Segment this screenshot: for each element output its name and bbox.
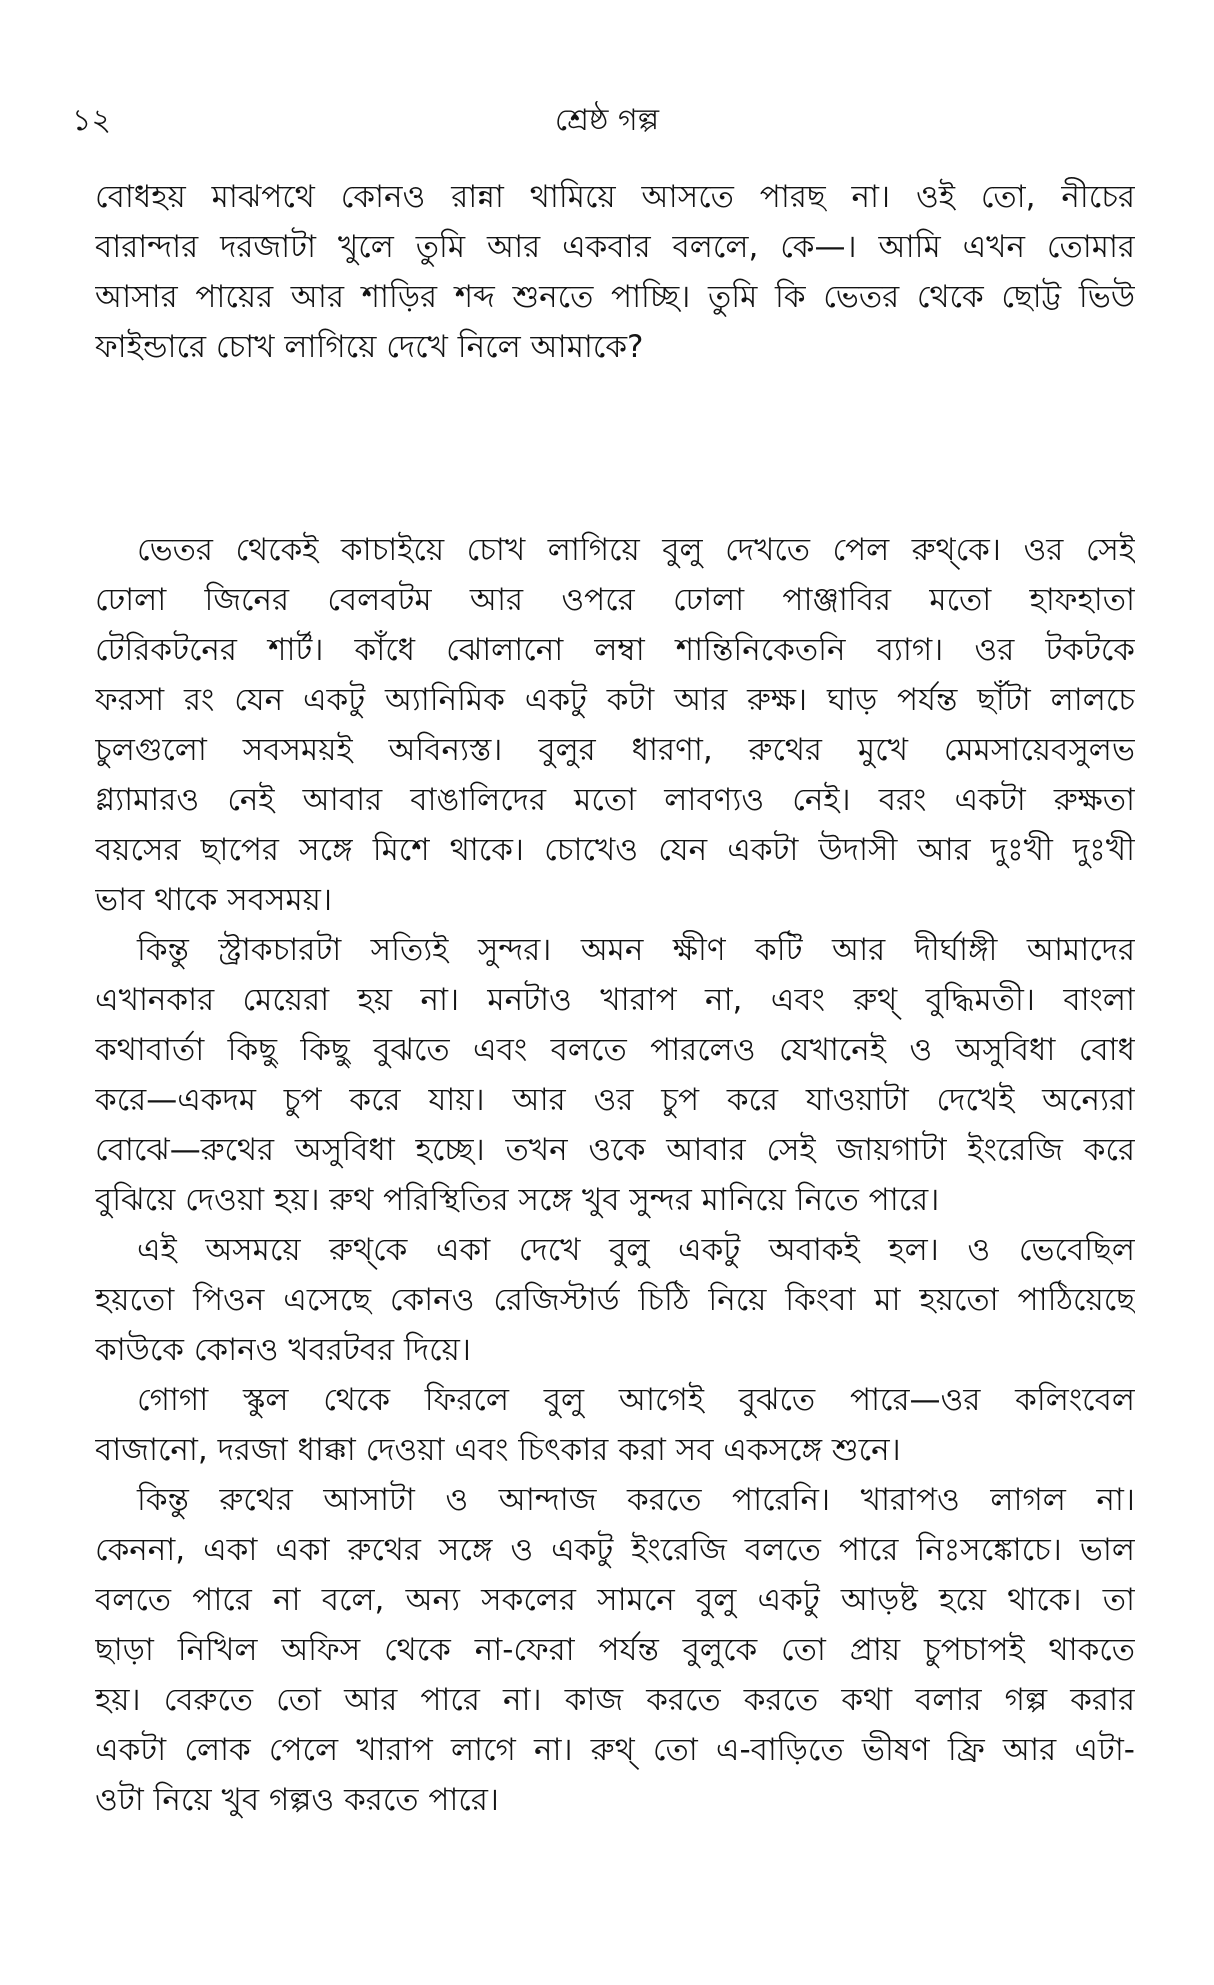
text-line: বারান্দার দরজাটা খুলে তুমি আর একবার বললে, কে—। আমি এখন তোমার (95, 229, 1135, 265)
text-line: কিন্তু স্ট্রাকচারটা সত্যিই সুন্দর। অমন ক্ষীণ কটি আর দীর্ঘাঙ্গী আমাদের (137, 932, 1135, 968)
paragraph (95, 525, 1135, 925)
text-line: ভাব থাকে সবসময়। (95, 882, 333, 918)
text-line: টেরিকটনের শার্ট। কাঁধে ঝোলানো লম্বা শান্তিনিকেতনি ব্যাগ। ওর টকটকে (95, 632, 1135, 668)
text-line: এই অসময়ে রুথ্‌কে একা দেখে বুলু একটু অবাকই হল। ও ভেবেছিল (137, 1232, 1135, 1268)
paragraph (95, 1375, 1135, 1475)
text-line: ভেতর থেকেই কাচাইয়ে চোখ লাগিয়ে বুলু দেখতে পেল রুথ্‌কে। ওর সেই (137, 532, 1135, 568)
text-line: কাউকে কোনও খবরটবর দিয়ে। (95, 1332, 471, 1368)
text-line: গ্ল্যামারও নেই আবার বাঙালিদের মতো লাবণ্যও নেই। বরং একটা রুক্ষতা (95, 782, 1135, 818)
text-line: ফাইন্ডারে চোখ লাগিয়ে দেখে নিলে আমাকে? (95, 329, 644, 365)
running-title: শ্রেষ্ঠ গল্প (554, 103, 660, 138)
paragraph (95, 1475, 1135, 1825)
text-line: ওটা নিয়ে খুব গল্পও করতে পারে। (95, 1782, 500, 1818)
text-line: এখানকার মেয়েরা হয় না। মনটাও খারাপ না, এবং রুথ্‌ বুদ্ধিমতী। বাংলা (95, 982, 1135, 1018)
text-line: করে—একদম চুপ করে যায়। আর ওর চুপ করে যাওয়াটা দেখেই অন্যেরা (95, 1082, 1135, 1118)
text-line: ফরসা রং যেন একটু অ্যানিমিক একটু কটা আর রুক্ষ। ঘাড় পর্যন্ত ছাঁটা লালচে (95, 682, 1135, 718)
text-line: চুলগুলো সবসময়ই অবিন্যস্ত। বুলুর ধারণা, রুথের মুখে মেমসায়েবসুলভ (95, 732, 1135, 768)
text-line: বয়সের ছাপের সঙ্গে মিশে থাকে। চোখেও যেন একটা উদাসী আর দুঃখী দুঃখী (95, 832, 1135, 868)
text-line: বলতে পারে না বলে, অন্য সকলের সামনে বুলু একটু আড়ষ্ট হয়ে থাকে। তা (95, 1582, 1135, 1618)
text-line: বোঝে—রুথের অসুবিধা হচ্ছে। তখন ওকে আবার সেই জায়গাটা ইংরেজি করে (95, 1132, 1135, 1168)
section-main (95, 525, 1135, 1825)
text-line: বাজানো, দরজা ধাক্কা দেওয়া এবং চিৎকার করা সব একসঙ্গে শুনে। (95, 1432, 901, 1468)
text-line: কিন্তু রুথের আসাটা ও আন্দাজ করতে পারেনি। খারাপও লাগল না। (137, 1482, 1135, 1518)
text-line: ঢোলা জিনের বেলবটম আর ওপরে ঢোলা পাঞ্জাবির মতো হাফহাতা (95, 582, 1135, 618)
text-line: আসার পায়ের আর শাড়ির শব্দ শুনতে পাচ্ছি। তুমি কি ভেতর থেকে ছোট্ট ভিউ (95, 279, 1135, 315)
text-line: বোধহয় মাঝপথে কোনও রান্না থামিয়ে আসতে পারছ না। ওই তো, নীচের (95, 179, 1135, 215)
text-line: হয়তো পিওন এসেছে কোনও রেজিস্টার্ড চিঠি নিয়ে কিংবা মা হয়তো পাঠিয়েছে (95, 1282, 1135, 1318)
text-line: হয়। বেরুতে তো আর পারে না। কাজ করতে করতে কথা বলার গল্প করার (95, 1682, 1135, 1718)
section-top (95, 172, 1135, 372)
paragraph (95, 925, 1135, 1225)
paragraph (95, 1225, 1135, 1375)
paragraph (95, 172, 1135, 372)
text-line: একটা লোক পেলে খারাপ লাগে না। রুথ্‌ তো এ-বাড়িতে ভীষণ ফ্রি আর এটা- (95, 1732, 1135, 1768)
text-line: কেননা, একা একা রুথের সঙ্গে ও একটু ইংরেজি বলতে পারে নিঃসঙ্কোচে। ভাল (95, 1532, 1135, 1568)
text-line: কথাবার্তা কিছু কিছু বুঝতে এবং বলতে পারলেও যেখানেই ও অসুবিধা বোধ (95, 1032, 1135, 1068)
page-number: ১২ (72, 103, 111, 138)
text-line: বুঝিয়ে দেওয়া হয়। রুথ পরিস্থিতির সঙ্গে খুব সুন্দর মানিয়ে নিতে পারে। (95, 1182, 940, 1218)
text-line: ছাড়া নিখিল অফিস থেকে না-ফেরা পর্যন্ত বুলুকে তো প্রায় চুপচাপই থাকতে (95, 1632, 1135, 1668)
text-line: গোগা স্কুল থেকে ফিরলে বুলু আগেই বুঝতে পারে—ওর কলিংবেল (137, 1382, 1135, 1418)
